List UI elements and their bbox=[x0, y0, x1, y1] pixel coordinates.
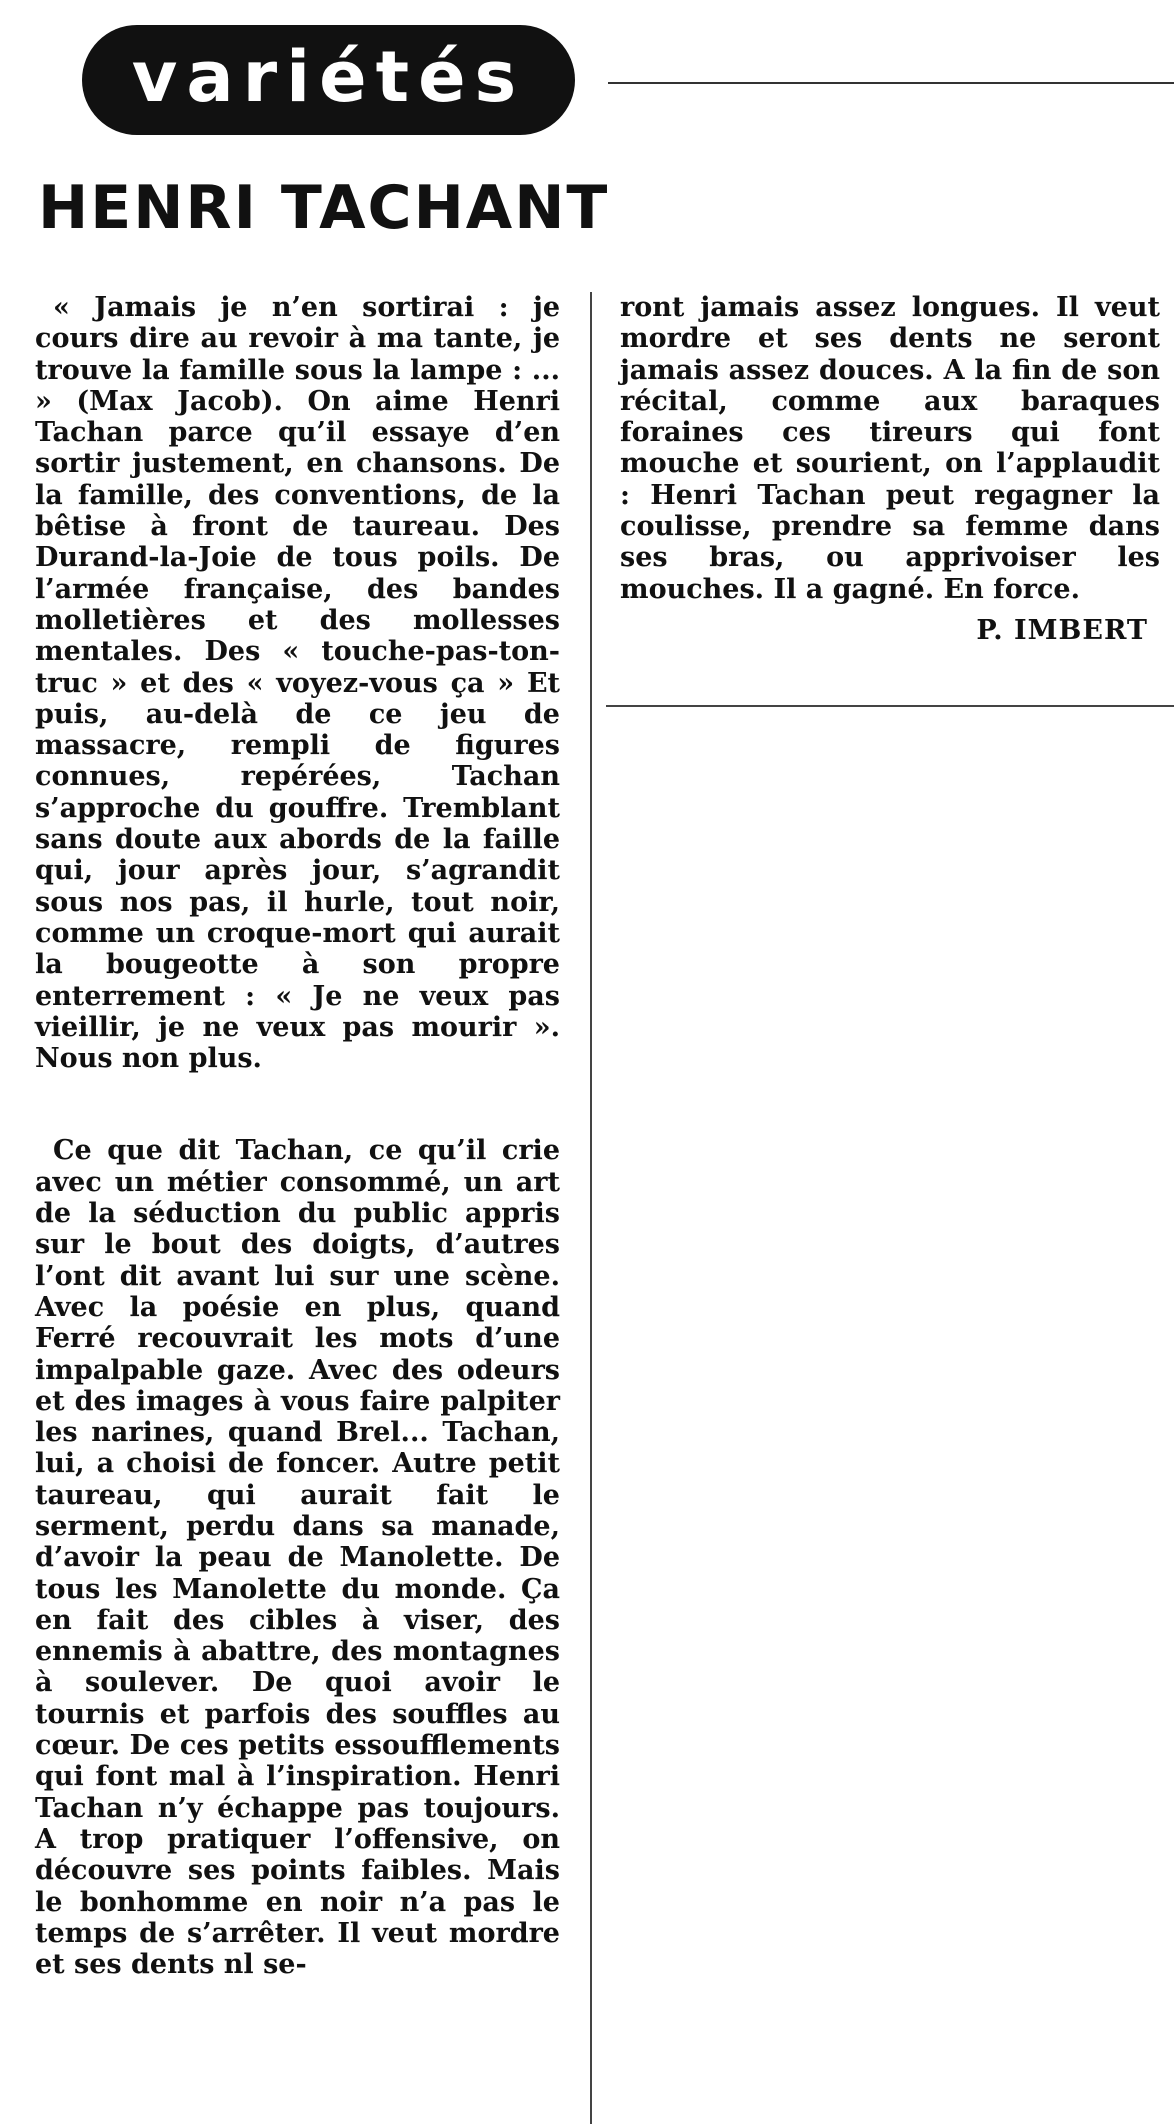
article-column-right bbox=[620, 292, 1160, 646]
paragraph-2: Ce que dit Tachan, ce qu’il crie avec un métier consommé, un art de la séduction du public appris sur le bout des doigts, d’autres l’ont dit avant lui sur une scène. Avec la poésie en plus, quand Ferré recouvrait les mots d’une impalpable gaze. Avec des odeurs et des images à vous faire palpiter les narines, quand Brel... Tachan, lui, a choisi de foncer. Autre petit taureau, qui aurait fait le serment, perdu dans sa manade, d’avoir la peau de Manolette. De tous les Manolette du monde. Ça en fait des cibles à viser, des ennemis à abattre, des montagnes à soulever. De quoi avoir le tournis et parfois des souffles au cœur. De ces petits essoufflements qui font mal à l’inspiration. Henri Tachan n’y échappe pas toujours. A trop pratiquer l’offensive, on découvre ses points faibles. Mais le bonhomme en noir n’a pas le temps de s’arrêter. Il veut mordre et ses dents nl se- bbox=[35, 1135, 560, 1981]
article-column-left bbox=[35, 292, 560, 1980]
paragraph-continued: ront jamais assez longues. Il veut mordre et ses dents ne seront jamais assez douces. A la fin de son récital, comme aux baraques foraines ces tireurs qui font mouche et sourient, on l’applaudit : Henri Tachan peut regagner la coulisse, prendre sa femme dans ses bras, ou apprivoiser les mouches. Il a gagné. En force. bbox=[620, 292, 1160, 605]
paragraph-1: « Jamais je n’en sortirai : je cours dire au revoir à ma tante, je trouve la famille sous la lampe : ... » (Max Jacob). On aime Henri Tachan parce qu’il essaye d’en sortir justement, en chansons. De la famille, des conventions, de la bêtise à front de taureau. Des Durand-la-Joie de tous poils. De l’armée française, des bandes molletières et des mollesses mentales. Des « touche-pas-ton-truc » et des « voyez-vous ça » Et puis, au-delà de ce jeu de massacre, rempli de figures connues, repérées, Tachan s’approche du gouffre. Tremblant sans doute aux abords de la faille qui, jour après jour, s’agrandit sous nos pas, il hurle, tout noir, comme un croque-mort qui aurait la bougeotte à son propre enterrement : « Je ne veux pas vieillir, je ne veux pas mourir ». Nous non plus. bbox=[35, 292, 560, 1075]
header-rule bbox=[608, 82, 1174, 84]
section-label bbox=[82, 25, 575, 135]
byline: P. IMBERT bbox=[976, 614, 1148, 646]
section-label-text: variétés bbox=[131, 36, 526, 118]
column-divider bbox=[590, 292, 592, 2124]
article-end-rule bbox=[606, 705, 1174, 707]
article-headline: HENRI TACHANT bbox=[38, 173, 610, 243]
